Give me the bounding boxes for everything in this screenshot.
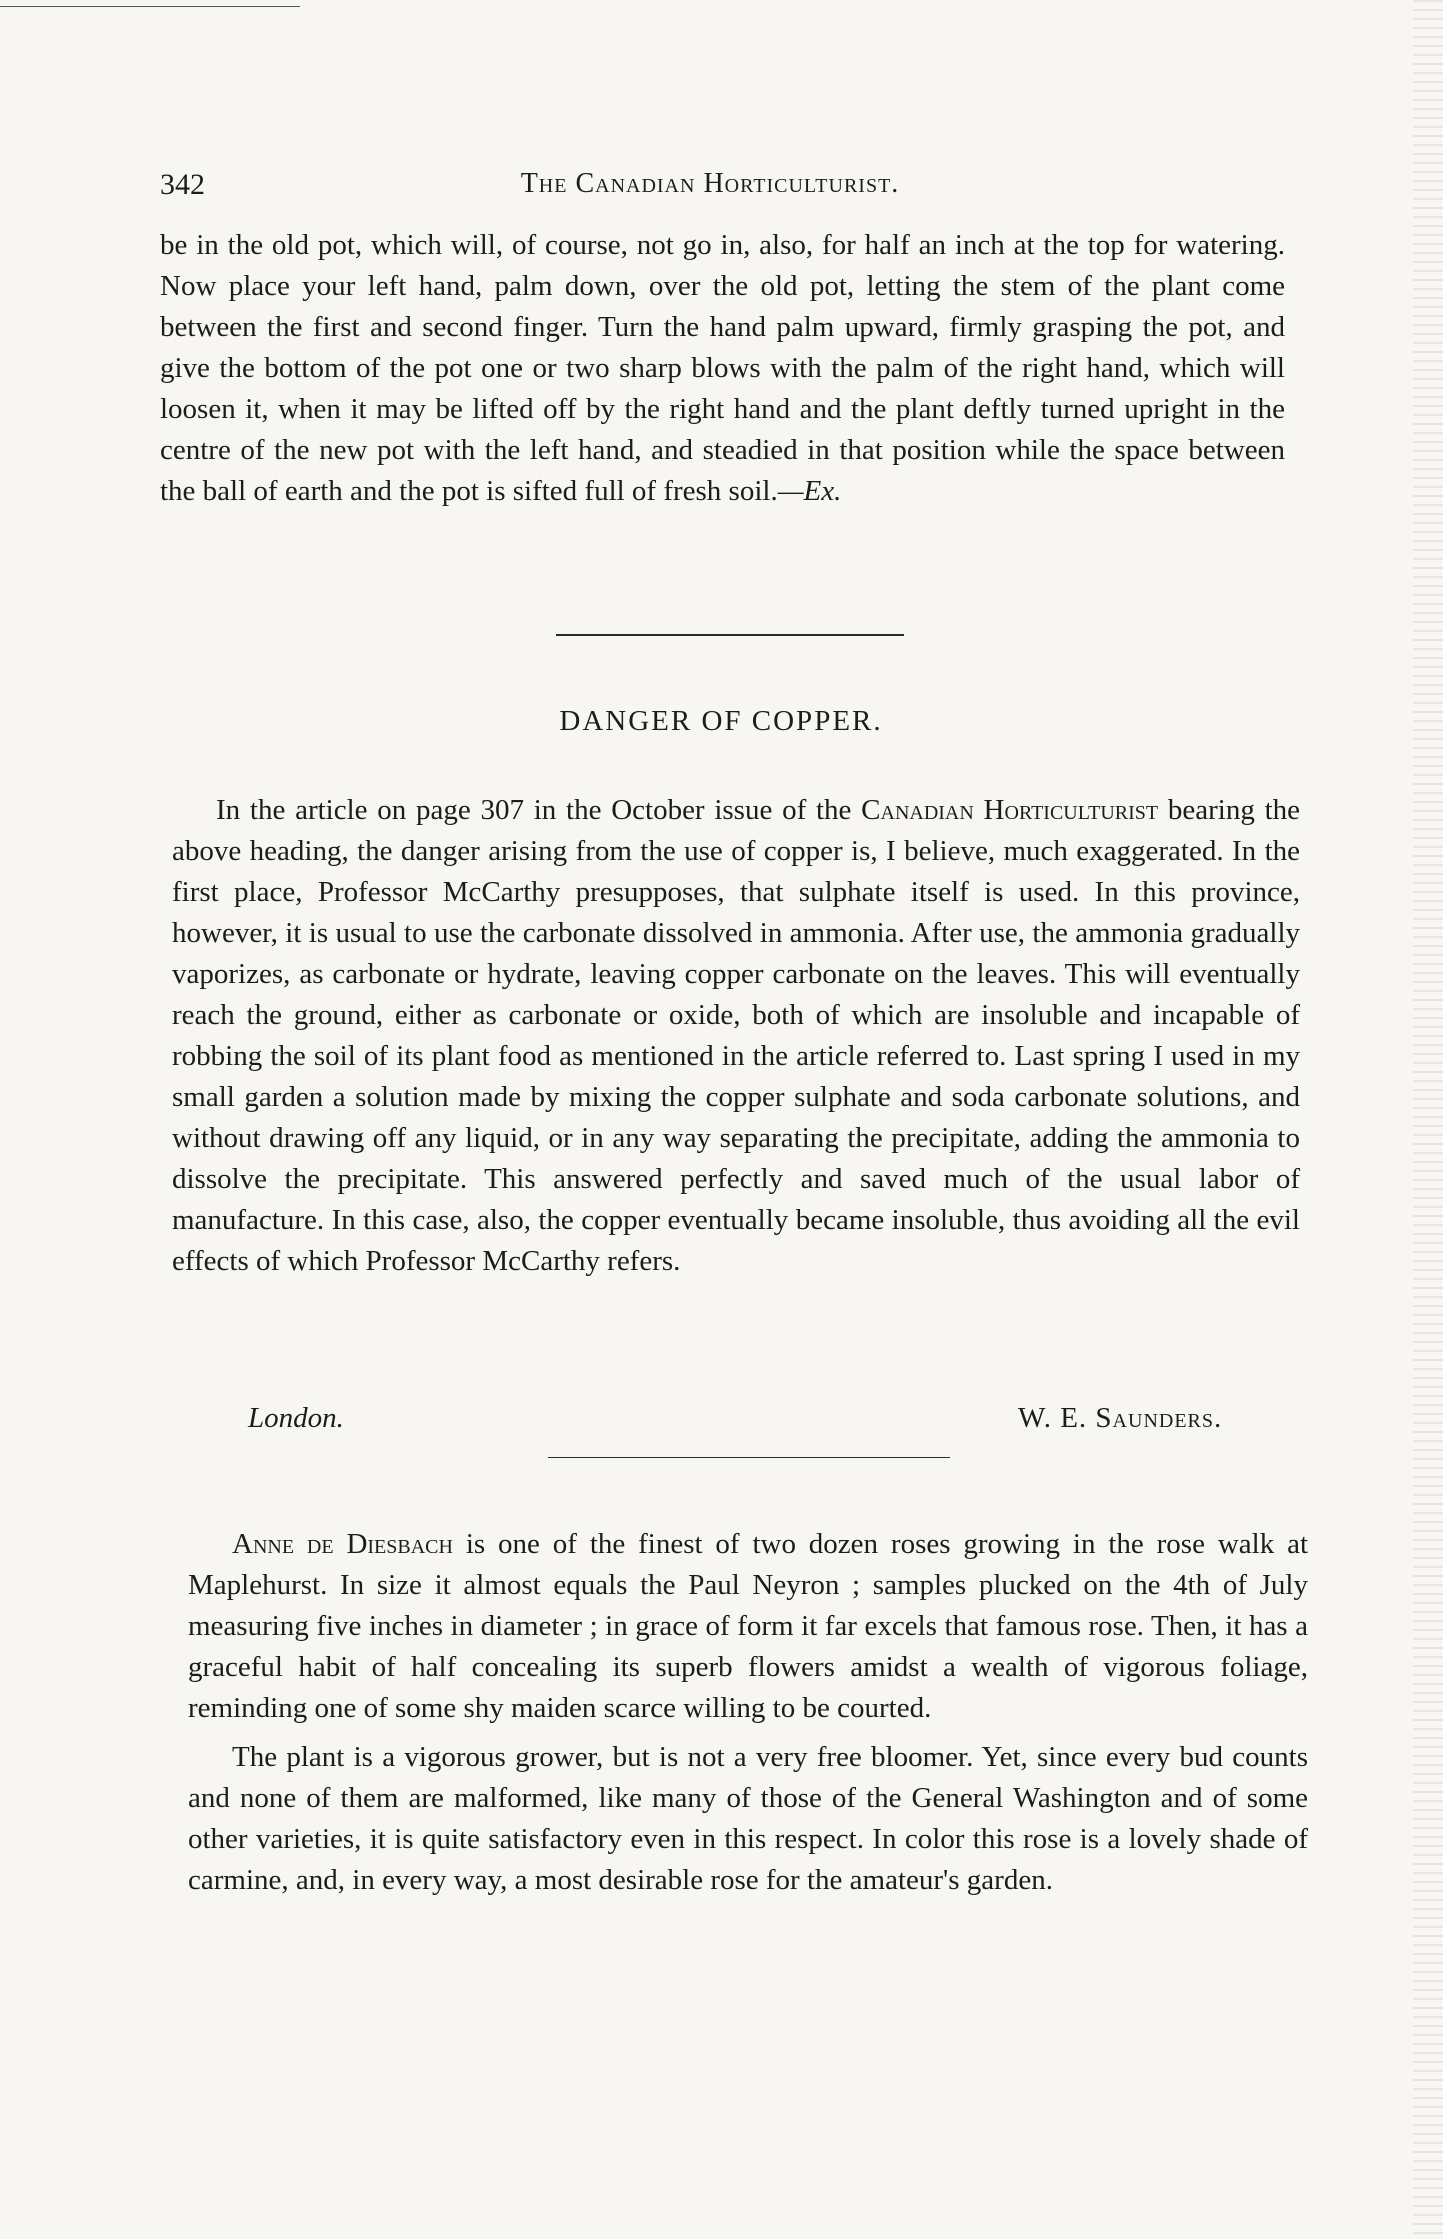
copper-article-paragraph <box>172 790 1300 1282</box>
journal-name: Canadian Horticulturist <box>861 794 1159 826</box>
continued-text: be in the old pot, which will, of course, not go in, also, for half an inch at the top for watering. Now place your left hand, palm down, over the old pot, letting the stem of the plant come between the first and second finger. Turn the hand palm upward, firmly grasping the pot, and give the bottom of the pot one or two sharp blows with the palm of the right hand, which will loosen it, when it may be lifted off by the right hand and the plant deftly turned upright in the centre of the new pot with the left hand, and steadied in that position while the space between the ball of earth and the pot is sifted full of fresh soil. <box>160 229 1285 507</box>
page-number: 342 <box>160 168 205 201</box>
copper-article-body <box>172 790 1300 1282</box>
continued-paragraph-text <box>160 225 1285 512</box>
page-header <box>160 168 1280 208</box>
copper-body: bearing the above heading, the danger arising from the use of copper is, I believe, much exaggerated. In the first place, Professor McCarthy presupposes, that sulphate itself is used. In this province, however, it is usual to use the carbonate dissolved in ammonia. After use, the ammonia gradually vaporizes, as carbonate or hydrate, leaving copper carbonate on the leaves. This will eventually reach the ground, either as carbonate or oxide, both of which are insoluble and incapable of robbing the soil of its plant food as mentioned in the article referred to. Last spring I used in my small garden a solution made by mixing the copper sulphate and soda carbonate solutions, and without drawing off any liquid, or in any way separating the precipitate, adding the ammonia to dissolve the precipitate. This answered perfectly and saved much of the usual labor of manufacture. In this case, also, the copper eventually became insoluble, thus avoiding all the evil effects of which Professor McCarthy refers. <box>172 794 1301 1277</box>
running-title: The Canadian Horticulturist. <box>520 168 900 199</box>
rose-article-body <box>188 1524 1308 1901</box>
article-heading: DANGER OF COPPER. <box>559 705 883 737</box>
continued-paragraph <box>160 225 1285 512</box>
copper-intro: In the article on page 307 in the October issue of the <box>216 794 862 826</box>
rose-paragraph-1 <box>188 1524 1308 1729</box>
signoff-author: W. E. Saunders. <box>1018 1402 1223 1434</box>
article-divider <box>548 1457 950 1458</box>
source-credit: —Ex. <box>777 475 842 507</box>
scan-edge-line <box>0 6 300 7</box>
scan-edge-marks <box>1413 0 1443 2239</box>
rose-para1-text: is one of the finest of two dozen roses growing in the rose walk at Maplehurst. In size it almost equals the Paul Neyron ; samples plucked on the 4th of July measuring five inches in diameter ; in grace of form it far excels that famous rose. Then, it has a graceful habit of half concealing its superb flowers amidst a wealth of vigorous foliage, reminding one of some shy maiden scarce willing to be courted. <box>188 1528 1308 1724</box>
section-divider <box>556 634 904 636</box>
signoff-place: London. <box>248 1402 344 1434</box>
rose-name: Anne de Diesbach <box>232 1528 453 1560</box>
rose-paragraph-2: The plant is a vigorous grower, but is not a very free bloomer. Yet, since every bud counts and none of them are malformed, like many of those of the General Washington and of some other varieties, it is quite satisfactory even in this respect. In color this rose is a lovely shade of carmine, and, in every way, a most desirable rose for the amateur's garden. <box>188 1741 1308 1896</box>
